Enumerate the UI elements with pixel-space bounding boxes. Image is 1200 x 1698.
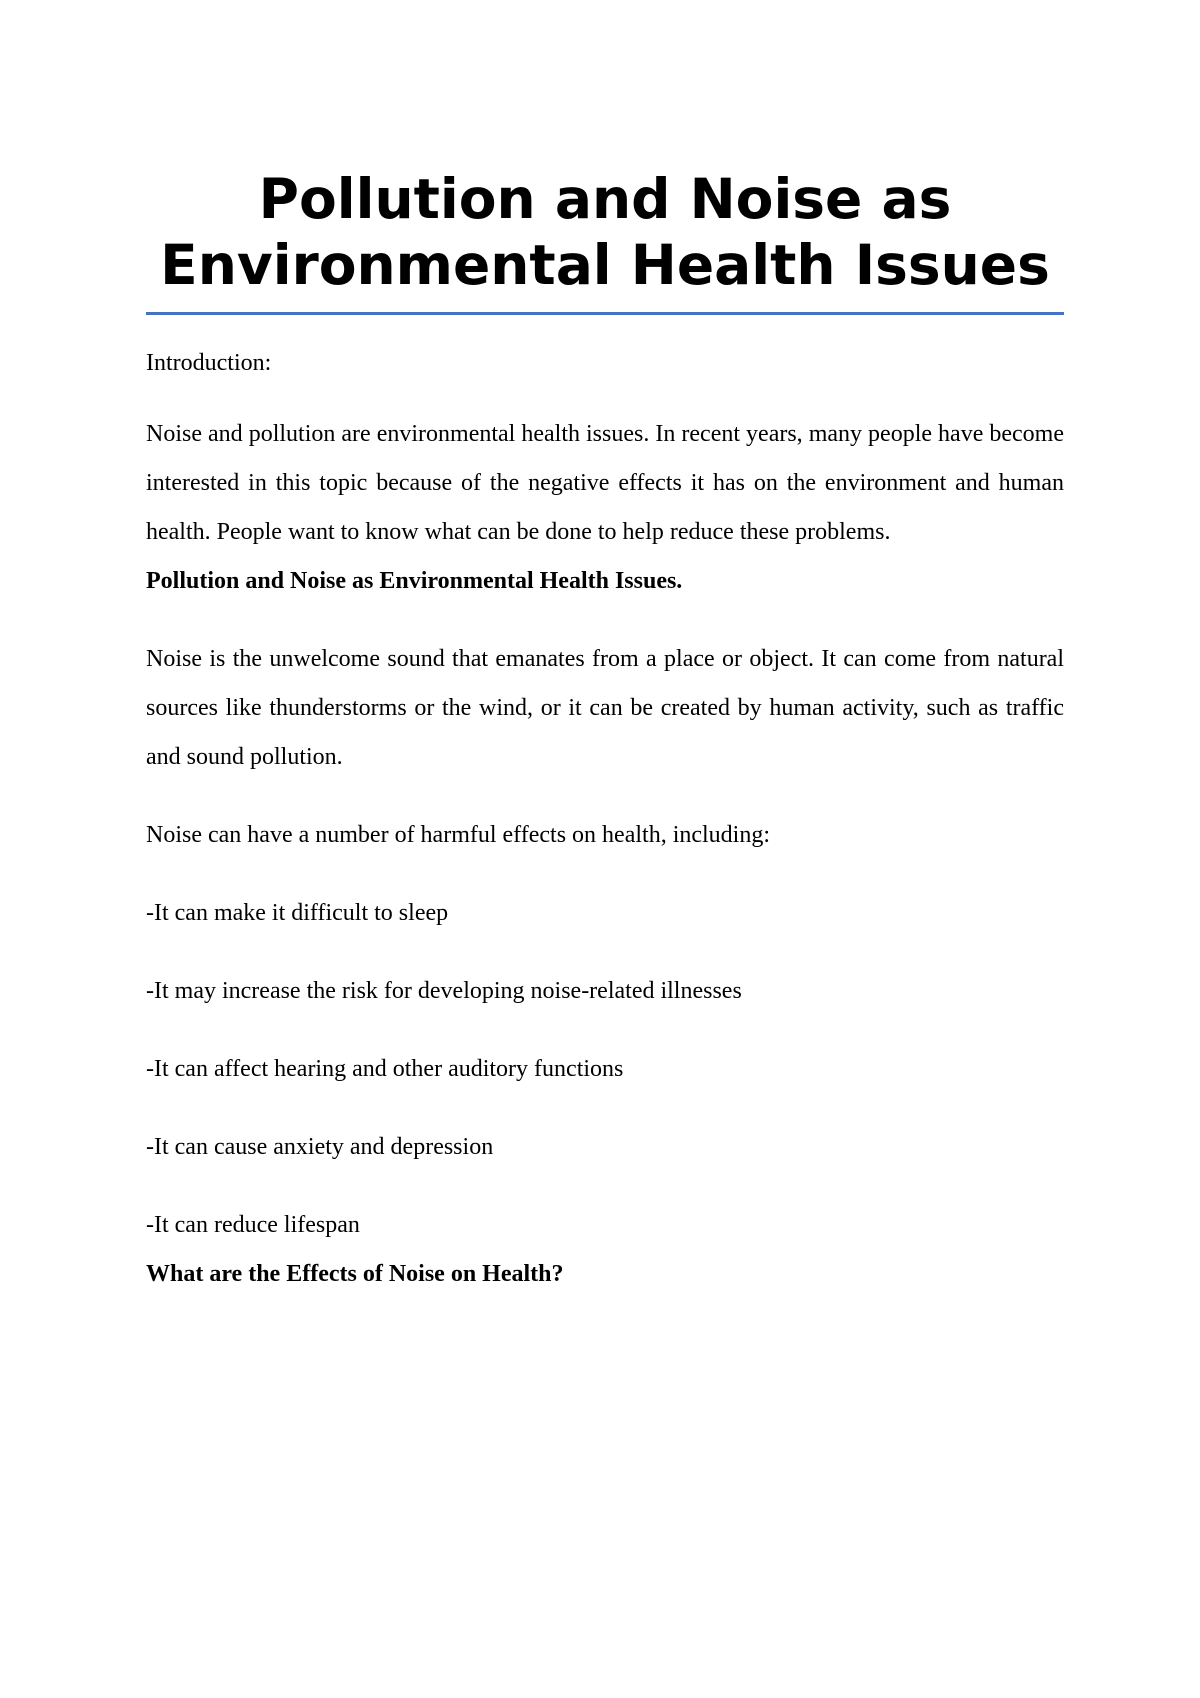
title-divider [146, 312, 1064, 315]
intro-label: Introduction: [146, 350, 272, 376]
noise-definition-paragraph: Noise is the unwelcome sound that emanates from a place or object. It can come from natural sources like thunderstorms or the wind, or it can be created by human activity, such as traffic and sound pollution. [146, 646, 1064, 770]
document-body [146, 345, 1064, 1299]
effects-list [146, 889, 1064, 1250]
section-heading-effects-on-health: What are the Effects of Noise on Health? [146, 1261, 564, 1287]
effects-list-item: -It may increase the risk for developing noise-related illnesses [146, 978, 742, 1004]
section-heading-pollution-noise: Pollution and Noise as Environmental Health Issues. [146, 568, 683, 594]
effects-list-item: -It can make it difficult to sleep [146, 900, 449, 926]
effects-list-item: -It can cause anxiety and depression [146, 1134, 494, 1160]
effects-list-item: -It can affect hearing and other auditory functions [146, 1056, 624, 1082]
effects-list-item: -It can reduce lifespan [146, 1212, 360, 1238]
document-page [146, 0, 1064, 1698]
document-title: Pollution and Noise as Environmental Health Issues [160, 167, 1050, 297]
effects-intro-paragraph: Noise can have a number of harmful effects on health, including: [146, 822, 771, 848]
intro-paragraph: Noise and pollution are environmental health issues. In recent years, many people have become interested in this topic because of the negative effects it has on the environment and human health. People want to know what can be done to help reduce these problems. [146, 421, 1064, 545]
